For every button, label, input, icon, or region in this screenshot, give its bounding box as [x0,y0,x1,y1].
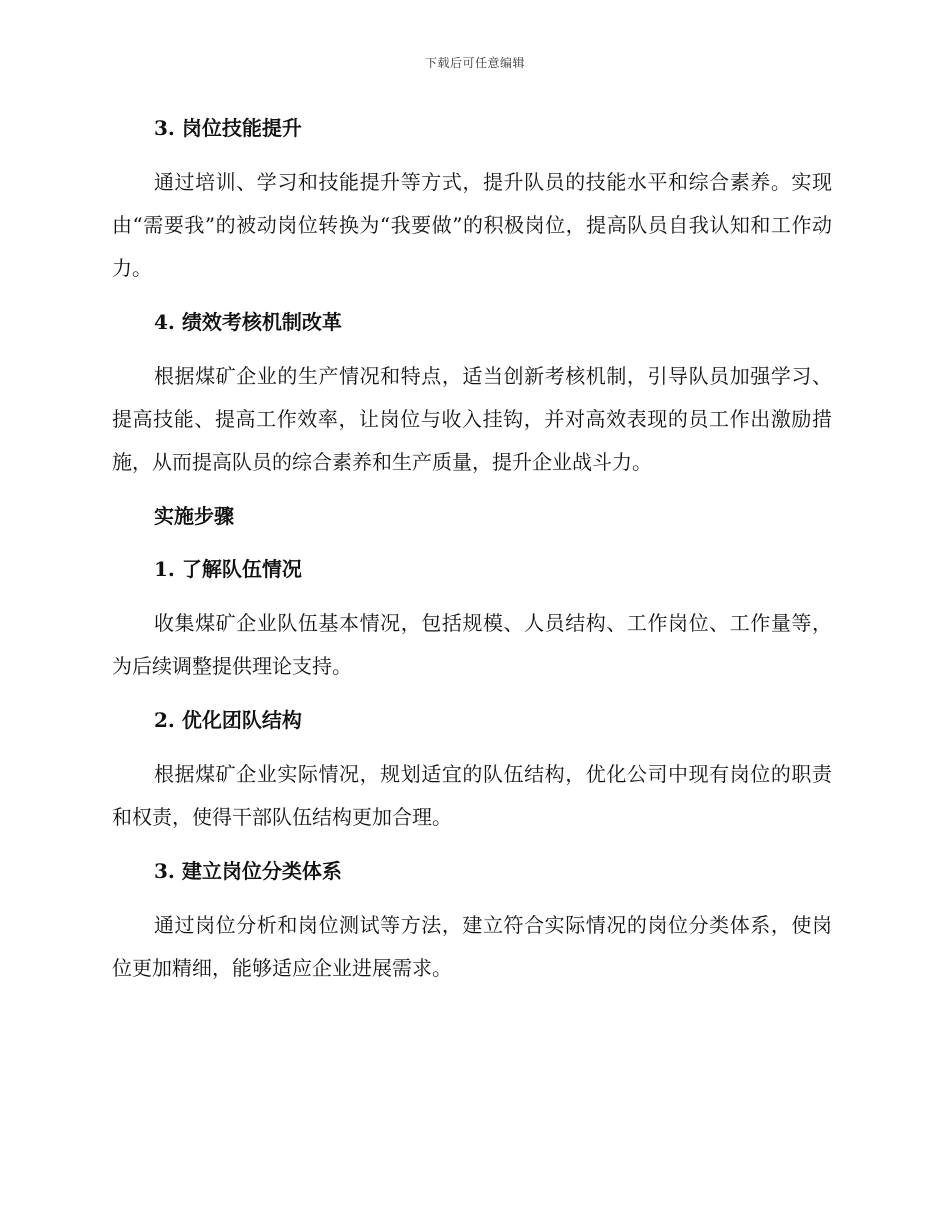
section-heading: 4. 绩效考核机制改革 [154,310,342,334]
document-body [112,108,832,1002]
page-header: 下载后可任意编辑 [424,56,525,70]
body-paragraph: 根据煤矿企业的生产情况和特点，适当创新考核机制，引导队员加强学习、提高技能、提高工作效率，让岗位与收入挂钩，并对高效表现的员工作出激励措施，从而提高队员的综合素养和生产质量，提升企业战斗力。 [112,364,832,474]
section-heading: 2. 优化团队结构 [154,708,302,732]
section-heading: 实施步骤 [154,504,234,528]
body-paragraph: 通过培训、学习和技能提升等方式，提升队员的技能水平和综合素养。实现由“需要我”的被动岗位转换为“我要做”的积极岗位，提高队员自我认知和工作动力。 [112,170,832,280]
section-heading: 3. 岗位技能提升 [154,116,302,140]
body-paragraph: 收集煤矿企业队伍基本情况，包括规模、人员结构、工作岗位、工作量等，为后续调整提供理论支持。 [112,611,832,678]
section-heading: 1. 了解队伍情况 [154,557,302,581]
body-paragraph: 根据煤矿企业实际情况，规划适宜的队伍结构，优化公司中现有岗位的职责和权责，使得干部队伍结构更加合理。 [112,762,832,829]
body-paragraph: 通过岗位分析和岗位测试等方法，建立符合实际情况的岗位分类体系，使岗位更加精细，能够适应企业进展需求。 [112,913,832,980]
section-heading: 3. 建立岗位分类体系 [154,859,342,883]
